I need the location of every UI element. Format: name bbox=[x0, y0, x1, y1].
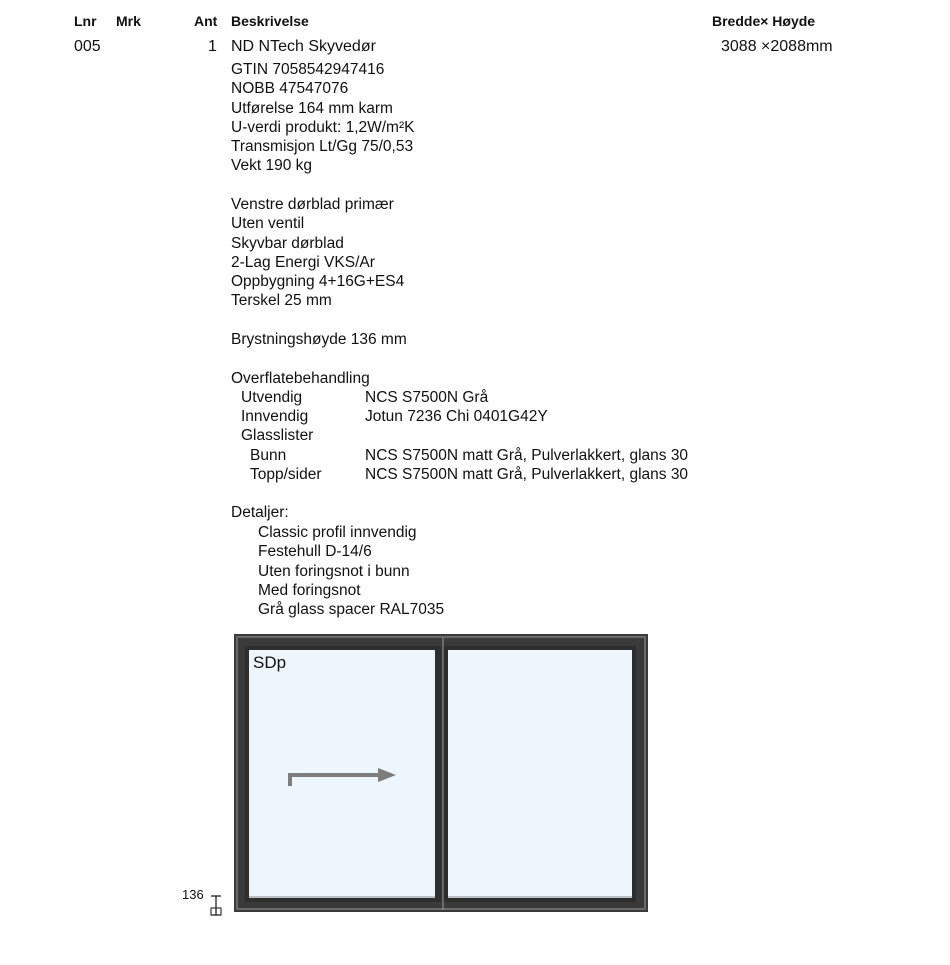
row-ant: 1 bbox=[208, 38, 217, 55]
spec-gtin: GTIN 7058542947416 bbox=[231, 61, 385, 78]
details-item: Grå glass spacer RAL7035 bbox=[258, 601, 445, 619]
dimension-marker-icon bbox=[211, 896, 221, 915]
row-lnr: 005 bbox=[74, 38, 101, 55]
surface-value-innvendig: Jotun 7236 Chi 0401G42Y bbox=[365, 408, 548, 425]
surface-label-glasslister: Glasslister bbox=[241, 427, 314, 444]
details-item: Classic profil innvendig bbox=[258, 524, 417, 541]
sill-height: Brystningshøyde 136 mm bbox=[231, 331, 407, 348]
surface-value-utvendig: NCS S7500N Grå bbox=[365, 389, 489, 406]
header-mrk: Mrk bbox=[116, 13, 141, 29]
dimension-label: 136 bbox=[182, 887, 204, 902]
header-lnr: Lnr bbox=[74, 13, 97, 29]
details-item: Med foringsnot bbox=[258, 581, 361, 599]
surface-title: Overflatebehandling bbox=[231, 370, 370, 387]
row-size: 3088 ×2088mm bbox=[721, 38, 833, 55]
surface-value-topp-sider: NCS S7500N matt Grå, Pulverlakkert, glans 30 bbox=[365, 466, 689, 483]
header-size: Bredde× Høyde bbox=[712, 13, 816, 29]
details-title: Detaljer: bbox=[231, 504, 289, 521]
config-line: Uten ventil bbox=[231, 215, 305, 233]
spec-weight: Vekt 190 kg bbox=[231, 157, 313, 175]
spec-utforelse: Utførelse 164 mm karm bbox=[231, 99, 393, 117]
header-beskrivelse: Beskrivelse bbox=[231, 13, 309, 29]
spec-transmission: Transmisjon Lt/Gg 75/0,53 bbox=[231, 138, 414, 156]
surface-label-bunn: Bunn bbox=[250, 447, 287, 464]
config-line: 2-Lag Energi VKS/Ar bbox=[231, 253, 375, 271]
surface-label-topp-sider: Topp/sider bbox=[250, 466, 322, 483]
header-ant: Ant bbox=[194, 13, 218, 29]
surface-label-utvendig: Utvendig bbox=[241, 389, 303, 406]
config-line: Terskel 25 mm bbox=[231, 292, 332, 310]
config-line: Skyvbar dørblad bbox=[231, 234, 344, 252]
surface-label-innvendig: Innvendig bbox=[241, 408, 309, 425]
config-line: Venstre dørblad primær bbox=[231, 196, 394, 213]
spec-nobb: NOBB 47547076 bbox=[231, 80, 349, 98]
surface-value-bunn: NCS S7500N matt Grå, Pulverlakkert, glans 30 bbox=[365, 447, 689, 464]
details-item: Uten foringsnot i bunn bbox=[258, 562, 410, 580]
right-glass bbox=[448, 650, 632, 898]
product-name: ND NTech Skyvedør bbox=[231, 38, 376, 55]
config-line: Oppbygning 4+16G+ES4 bbox=[231, 273, 405, 291]
details-item: Festehull D-14/6 bbox=[258, 543, 372, 561]
panel-label: SDp bbox=[253, 653, 287, 672]
spec-u-value: U-verdi produkt: 1,2W/m²K bbox=[231, 118, 415, 136]
